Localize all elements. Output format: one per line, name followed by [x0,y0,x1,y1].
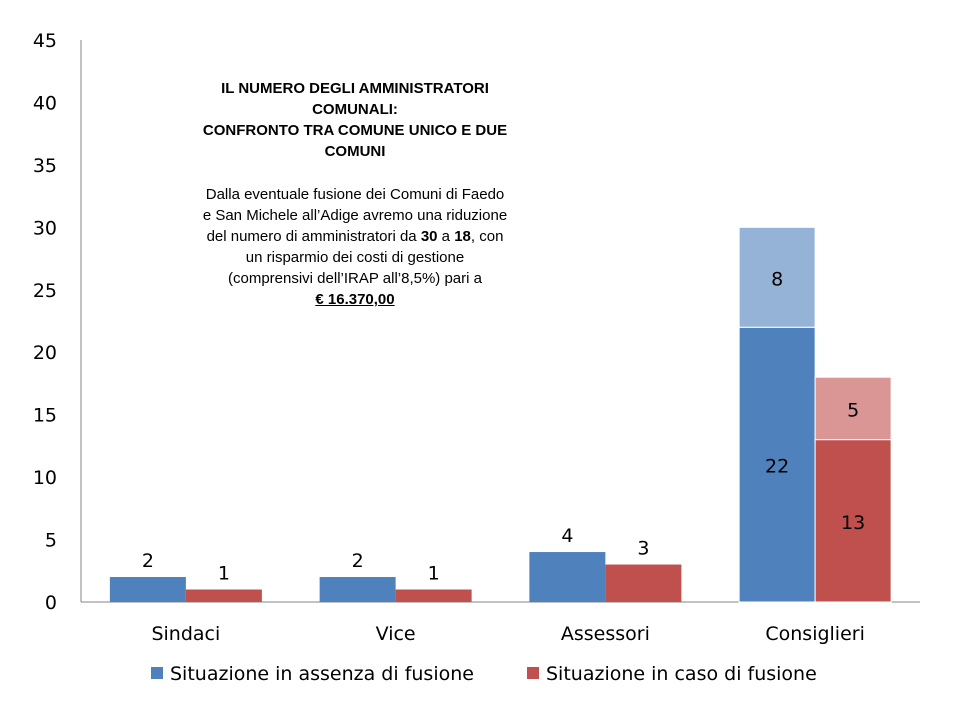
bar [529,552,605,602]
x-tick-label: Consiglieri [765,623,865,645]
annotation-title-line: COMUNI [324,143,386,160]
y-tick-label: 5 [44,529,57,552]
annotation-value-before: 30 [420,228,438,245]
legend-label: Situazione in assenza di fusione [170,663,474,685]
annotation-body-line: Dalla eventuale fusione dei Comuni di Faedo [205,186,505,203]
data-label: 5 [847,399,860,422]
y-tick-label: 30 [32,217,57,240]
data-label: 2 [351,550,364,573]
data-label: 2 [141,550,154,573]
annotation-amount: € 16.370,00 [315,291,395,308]
annotation-title-line: CONFRONTO TRA COMUNE UNICO E DUE [202,122,508,139]
y-tick-label: 15 [32,404,57,427]
bar [396,590,472,602]
data-label: 1 [217,562,230,585]
annotation-body-line: e San Michele all’Adige avremo una riduzione [202,207,508,224]
data-label: 3 [637,537,650,560]
data-label: 22 [765,455,790,478]
legend [151,663,817,685]
x-tick-label: Vice [375,623,416,645]
bar [186,590,262,602]
x-tick-label: Sindaci [151,623,221,645]
y-tick-label: 25 [32,279,57,302]
y-tick-label: 0 [44,592,57,614]
annotation-title [170,78,540,162]
y-tick-label: 10 [32,467,57,490]
legend-swatch [527,667,539,679]
annotation-text: a [437,228,455,245]
y-tick-label: 40 [32,92,57,115]
bar [605,565,681,602]
annotation-value-after: 18 [454,228,471,245]
y-tick-label: 35 [32,154,57,177]
annotation-text: del numero di amministratori da [206,228,421,245]
y-tick-label: 45 [32,30,57,52]
data-label: 1 [427,562,440,585]
data-label: 8 [771,268,784,291]
annotation-title-line: IL NUMERO DEGLI AMMINISTRATORI [221,80,489,97]
data-label: 13 [841,511,866,534]
legend-swatch [151,667,163,679]
annotation-title-line: COMUNALI: [312,101,398,118]
bar [320,577,396,602]
annotation-body [170,184,540,310]
data-label: 4 [561,525,574,548]
bar [110,577,186,602]
annotation-body-line: (comprensivi dell’IRAP all’8,5%) pari a [228,270,482,287]
annotation-body-line [170,226,540,247]
annotation-body-line: un risparmio dei costi di gestione [245,249,465,266]
legend-label: Situazione in caso di fusione [546,663,817,685]
annotation-text: , con [470,228,504,245]
x-tick-label: Assessori [560,623,650,645]
annotation-box [170,78,540,310]
y-tick-label: 20 [32,342,57,365]
